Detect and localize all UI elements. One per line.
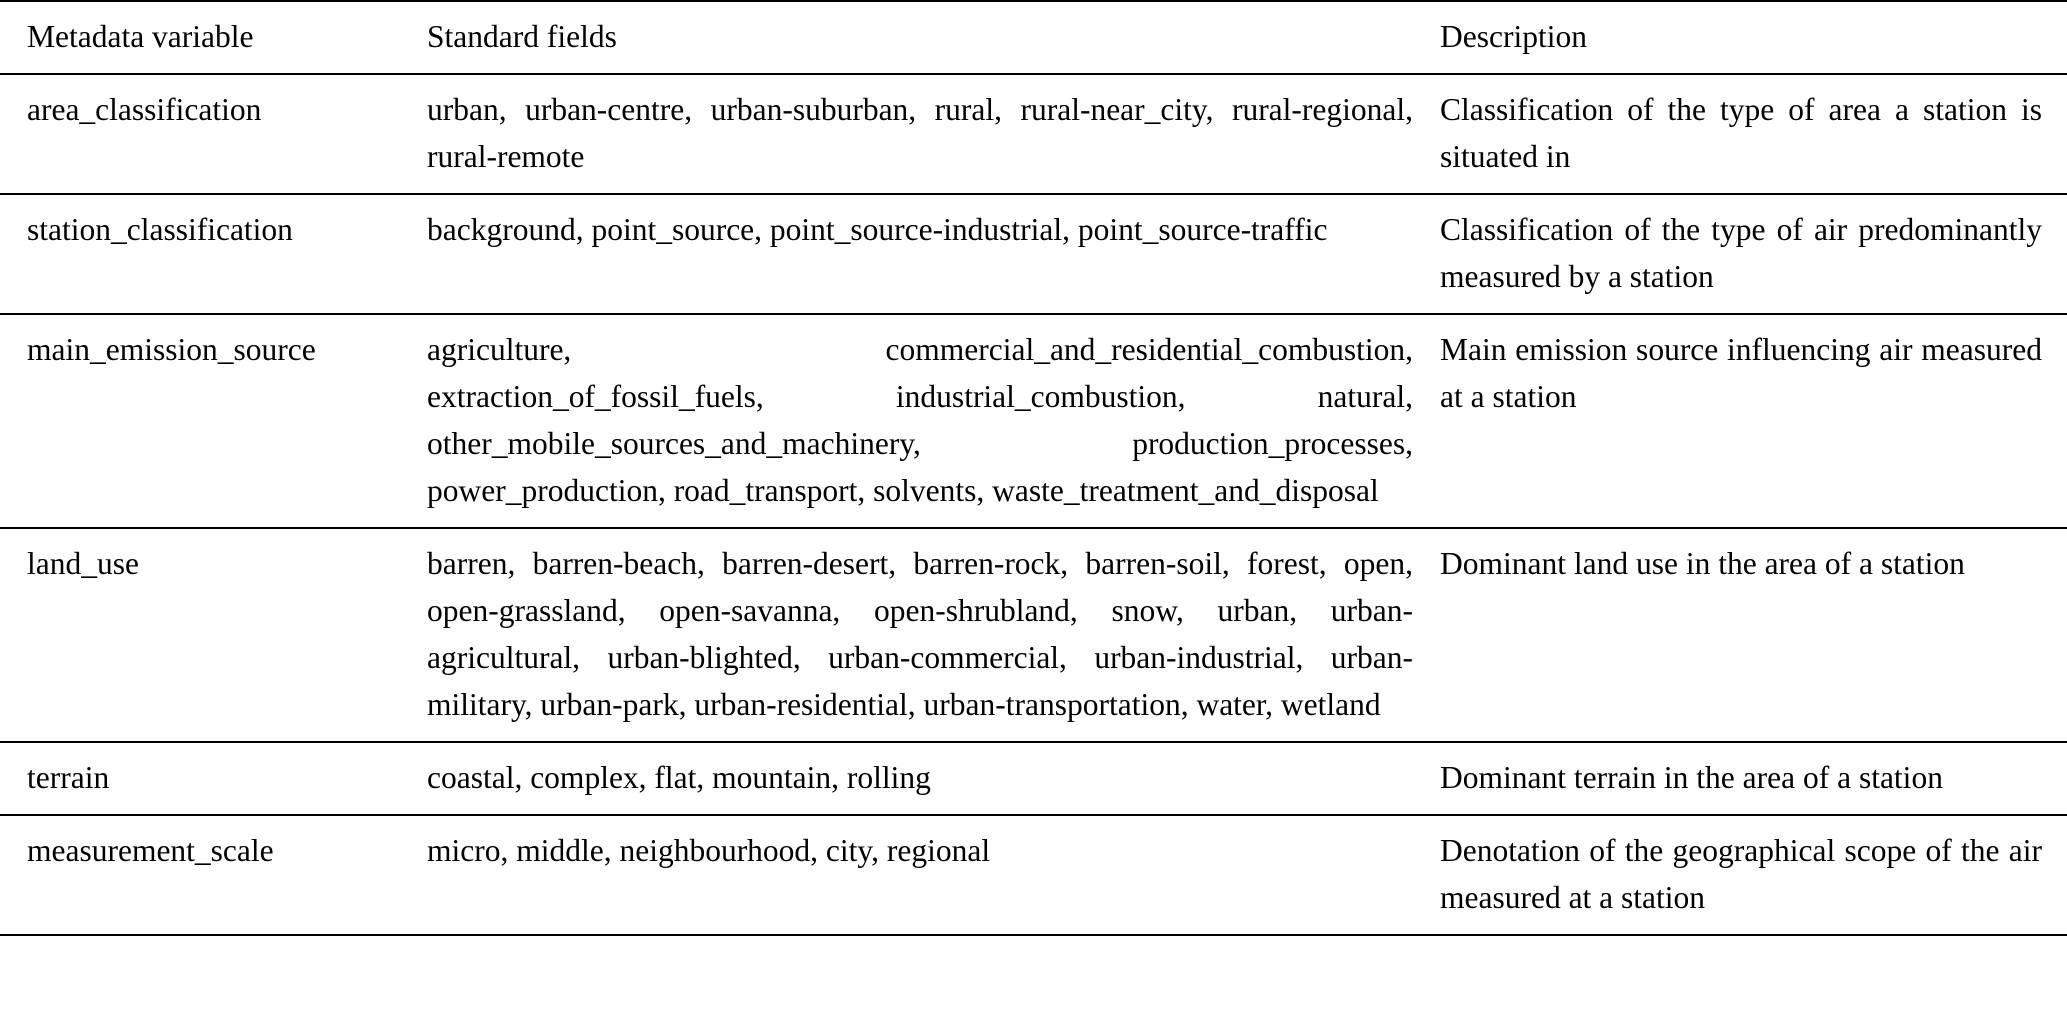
cell-description: Dominant land use in the area of a station xyxy=(1440,546,1965,581)
table-row xyxy=(0,314,2067,528)
cell-description: Denotation of the geographical scope of the air measured at a station xyxy=(1440,833,2042,915)
table-row xyxy=(0,74,2067,194)
header-row xyxy=(0,1,2067,74)
cell-variable: land_use xyxy=(27,546,139,581)
cell-standard-fields: micro, middle, neighbourhood, city, regional xyxy=(427,833,991,868)
table-body xyxy=(0,74,2067,935)
cell-description: Dominant terrain in the area of a station xyxy=(1440,760,1943,795)
cell-description: Main emission source influencing air measured at a station xyxy=(1440,332,2042,414)
header-standard-fields: Standard fields xyxy=(427,19,617,54)
cell-variable: area_classification xyxy=(27,92,262,127)
table-row xyxy=(0,815,2067,935)
cell-variable: station_classification xyxy=(27,212,293,247)
cell-variable: measurement_scale xyxy=(27,833,274,868)
cell-description: Classification of the type of air predominantly measured by a station xyxy=(1440,212,2042,294)
header-description: Description xyxy=(1440,19,1587,54)
cell-standard-fields: coastal, complex, flat, mountain, rolling xyxy=(427,760,931,795)
table-row xyxy=(0,194,2067,314)
table-row xyxy=(0,742,2067,815)
cell-description: Classification of the type of area a station is situated in xyxy=(1440,92,2042,174)
cell-variable: main_emission_source xyxy=(27,332,316,367)
cell-standard-fields: agriculture, commercial_and_residential_combustion, extraction_of_fossil_fuels, industrial_combustion, natural, other_mobile_sources_and_machinery, production_processes, power_production, road_transport, solvents, waste_treatment_and_disposal xyxy=(427,332,1413,508)
cell-standard-fields: background, point_source, point_source-industrial, point_source-traffic xyxy=(427,212,1328,247)
header-metadata-variable: Metadata variable xyxy=(27,19,254,54)
cell-standard-fields: urban, urban-centre, urban-suburban, rural, rural-near_city, rural-regional, rural-remote xyxy=(427,92,1413,174)
table-header xyxy=(0,1,2067,74)
table-row xyxy=(0,528,2067,742)
cell-standard-fields: barren, barren-beach, barren-desert, barren-rock, barren-soil, forest, open, open-grassland, open-savanna, open-shrubland, snow, urban, urban-agricultural, urban-blighted, urban-​commercial, urban-industrial, urban-military, urban-park, urban-residential, urban-transportation, water, wetland xyxy=(427,546,1413,722)
cell-variable: terrain xyxy=(27,760,110,795)
